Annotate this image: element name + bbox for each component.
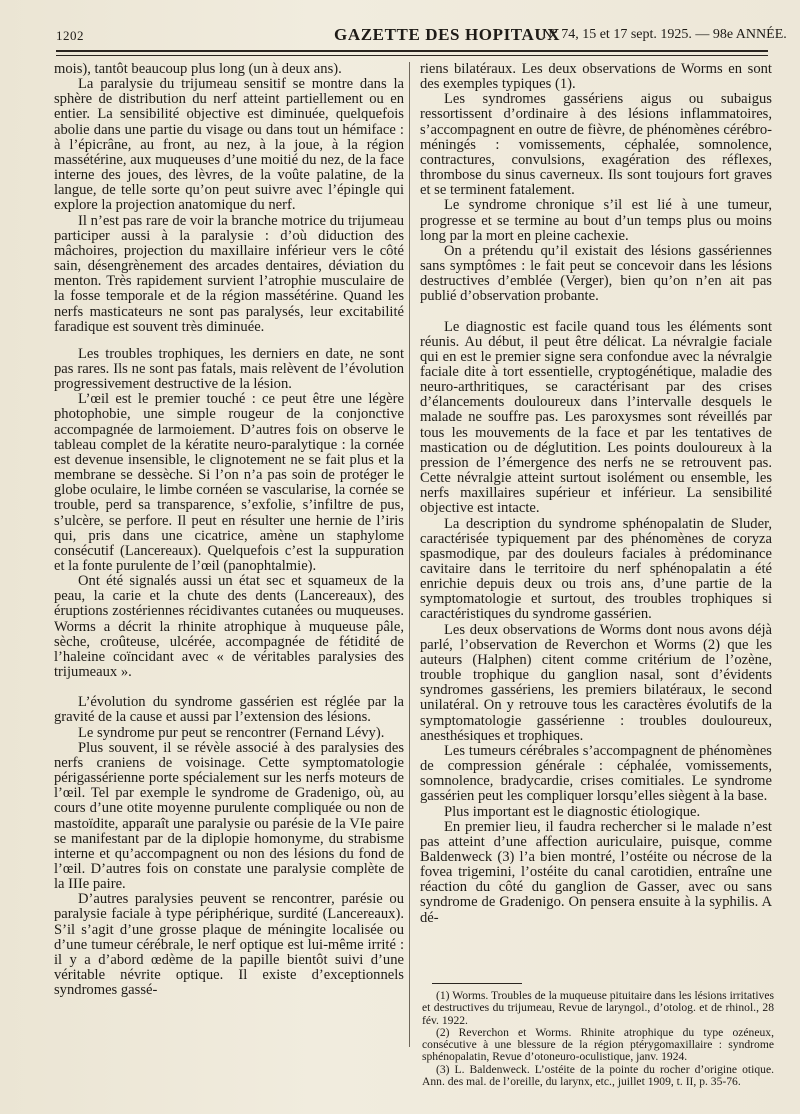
- paragraph: D’autres paralysies peuvent se rencontrer, parésie ou paralysie faciale à type périphérique, surdité (Lancereaux). S’il s’agit d’une grosse plaque de méningite localisée ou d’une tumeur cérébrale, le nerf optique est lui-même irrité : il y a d’abord œdème de la papille bientôt suivi d’une véritable névrite optique. Il existe d’exceptionnels syndromes gassé-: [54, 891, 404, 999]
- paragraph: L’œil est le premier touché : ce peut être une légère photophobie, une simple rougeur de la conjonctive accompagnée de larmoiement. D’autres fois on observe le tableau complet de la kératite neuro-paralytique : la cornée est devenue insensible, le clignotement ne se fait plus et la membrane se dessèche. Si l’on n’a pas soin de protéger le globe oculaire, le limbe cornéen se vascularise, la cornée se trouble, perd sa transparence, s’exfolie, s’infiltre de pus, s’ulcère, se perfore. Il peut en résulter une hernie de l’iris qui, pris dans une cicatrice, amène un staphylome consécutif (Lancereaux). Quelquefois c’est la suppuration et la fonte purulente de l’œil (panophtalmie).: [54, 391, 404, 574]
- paragraph: Les tumeurs cérébrales s’accompagnent de phénomènes de compression générale : céphalée, vomissements, somnolence, bradycardie, crises comitiales. Le syndrome gassérien peut les compliquer lorsqu’elles siègent à la base.: [420, 742, 772, 805]
- paragraph: riens bilatéraux. Les deux observations de Worms en sont des exemples typiques (1).: [420, 61, 772, 93]
- footnote: (2) Reverchon et Worms. Rhinite atrophique du type ozéneux, consécutive à une blessure de la région ptérygomaxillaire : syndrome sphénopalatin, Revue d’otoneuro-oculistique, janv. 1924.: [422, 1025, 774, 1064]
- paragraph: Le syndrome pur peut se rencontrer (Fernand Lévy).: [78, 724, 385, 741]
- paragraph: La description du syndrome sphénopalatin de Sluder, caractérisée typiquement par des phénomènes de coryza spasmodique, par des douleurs faciales à prédominance cavitaire dans le territoire du nerf sphénopalatin a été enrichie depuis deux ou trois ans, d’une partie de la symptomatologie et surtout, des troubles trophiques si caractéristiques du syndrome gassérien.: [420, 515, 772, 623]
- page-number: 1202: [56, 28, 84, 43]
- running-header: [56, 24, 787, 46]
- footnote-rule: [432, 983, 522, 984]
- paragraph: Ont été signalés aussi un état sec et squameux de la peau, la carie et la chute des dents (Lancereaux), des éruptions zostériennes récidivantes cutanées ou muqueuses. Worms a décrit la rhinite atrophique à muqueuse pâle, sèche, croûteuse, ulcérée, accompagnée de fétidité de l’haleine coïncidant avec « de véritables paralysies des trijumeaux ».: [54, 573, 404, 681]
- paragraph: Il n’est pas rare de voir la branche motrice du trijumeau participer aussi à la paralysie : d’où diduction des mâchoires, projection du maxillaire inférieur vers le côté sain, désengrènement des arcades dentaires, déviation du menton. Très rapidement survient l’atrophie musculaire de la fosse temporale et de la région massétérine. Quand les nerfs masticateurs ne sont pas paralysés, leur excitabilité faradique est souvent très diminuée.: [54, 212, 404, 335]
- paragraph: mois), tantôt beaucoup plus long (un à deux ans).: [54, 61, 342, 77]
- left-column: [54, 62, 404, 998]
- paragraph: On a prétendu qu’il existait des lésions gassériennes sans symptômes : le fait peut se concevoir dans les lésions destructives d’emblée (Verger), bien qu’on n’en ait pas publié d’observation probante.: [420, 242, 772, 305]
- footnotes: [422, 990, 774, 1088]
- paragraph: L’évolution du syndrome gassérien est réglée par la gravité de la cause et aussi par l’extension des lésions.: [54, 694, 404, 726]
- paragraph: Le diagnostic est facile quand tous les éléments sont réunis. Au début, il peut être délicat. La névralgie faciale qui en est le premier signe sera confondue avec la névralgie faciale dite à tort essentielle, cryptogénétique, maladie des neuro-arthritiques, se caractérisant par des crises d’élancements douloureux dans l’intervalle desquels le malade ne souffre pas. Les paroxysmes sont réveillés par tous les mouvements de la face et par les tentatives de mastication ou de déglutition. Les points douloureux à la pression de l’émergence des nerfs ne se retrouvent pas. Cette névralgie atteint surtout isolément ou ensemble, les nerfs maxillaires supérieur et inférieur. La sensibilité objective est intacte.: [420, 318, 772, 517]
- header-rule-thin: [56, 55, 768, 56]
- paragraph: La paralysie du trijumeau sensitif se montre dans la sphère de distribution du nerf atteint partiellement ou en entier. La sensibilité objective est diminuée, quelquefois abolie dans une partie du visage ou dans tout un hémiface : à l’épicrâne, au front, au nez, à la joue, à la région massétérine, aux muqueuses d’une moitié du nez, de la face interne des joues, des lèvres, de la voûte palatine, de la langue, de telle sorte qu’on peut suivre avec l’épingle qui explore la projection anatomique du nerf.: [54, 76, 404, 214]
- column-divider: [409, 62, 410, 1047]
- paragraph: Plus important est le diagnostic étiologique.: [444, 803, 701, 820]
- issue-info: N° 74, 15 et 17 sept. 1925. — 98e ANNÉE.: [542, 27, 787, 42]
- paragraph: Les syndromes gassériens aigus ou subaigus ressortissent d’ordinaire à des lésions inflammatoires, s’accompagnent en outre de fièvre, de phénomènes cérébro-méningés : vomissements, céphalée, somnolence, contractures, convulsions, exagération des réflexes, thrombose du sinus caverneux. Ils sont toujours fort graves et se terminent fatalement.: [420, 91, 772, 199]
- paragraph: Les troubles trophiques, les derniers en date, ne sont pas rares. Ils ne sont pas fatals, mais relèvent de l’évolution progressivement destructive de la lésion.: [54, 345, 404, 393]
- paragraph: Plus souvent, il se révèle associé à des paralysies des nerfs craniens de voisinage. Cette symptomatologie périgassérienne porte spécialement sur les nerfs moteurs de l’œil. Tel par exemple le syndrome de Gradenigo, où, au cours d’une otite moyenne purulente compliquée ou non de mastoïdite, apparaît une paralysie ou parésie de la VIe paire se manifestant par de la diplopie homonyme, du strabisme interne et qu’accompagnent ou non des lésions du fond de l’œil. D’autres fois on constate une paralysie complète de la IIIe paire.: [54, 739, 404, 893]
- paragraph: En premier lieu, il faudra rechercher si le malade n’est pas atteint d’une affection auriculaire, puisque, comme Baldenweck (3) l’a bien montré, l’ostéite ou nécrose de la fovea trigemini, l’ostéite du canal carotidien, entraîne une réaction du côté du ganglion de Gasser, avec ou sans syndrome de Gradenigo. On pensera ensuite à la syphilis. A dé-: [420, 818, 772, 926]
- journal-title: GAZETTE DES HOPITAUX: [334, 25, 561, 44]
- header-rule: [56, 50, 768, 52]
- right-column: [420, 62, 772, 926]
- paragraph: Les deux observations de Worms dont nous avons déjà parlé, l’observation de Reverchon et Worms (2) que les auteurs (Halphen) citent comme critérium de l’ozène, trouble trophique du ganglion nasal, sont d’évidents syndromes gassériens, les premiers bilatéraux, le second unilatéral. On y retrouve tous les caractères évolutifs de la symptomatologie gassérienne : troubles douloureux, anesthésiques et trophiques.: [420, 621, 772, 744]
- footnote: (1) Worms. Troubles de la muqueuse pituitaire dans les lésions irritatives et destructives du trijumeau, Revue de laryngol., d’otolog. et de rhinol., 28 fév. 1922.: [422, 989, 774, 1027]
- paragraph: Le syndrome chronique s’il est lié à une tumeur, progresse et se termine au bout d’un temps plus ou moins long par la mort en pleine cachexie.: [420, 197, 772, 244]
- footnote: (3) L. Baldenweck. L’ostéite de la pointe du rocher d’origine otique. Ann. des mal. de l’oreille, du larynx, etc., juillet 1909, t. II, p. 35-76.: [422, 1062, 774, 1089]
